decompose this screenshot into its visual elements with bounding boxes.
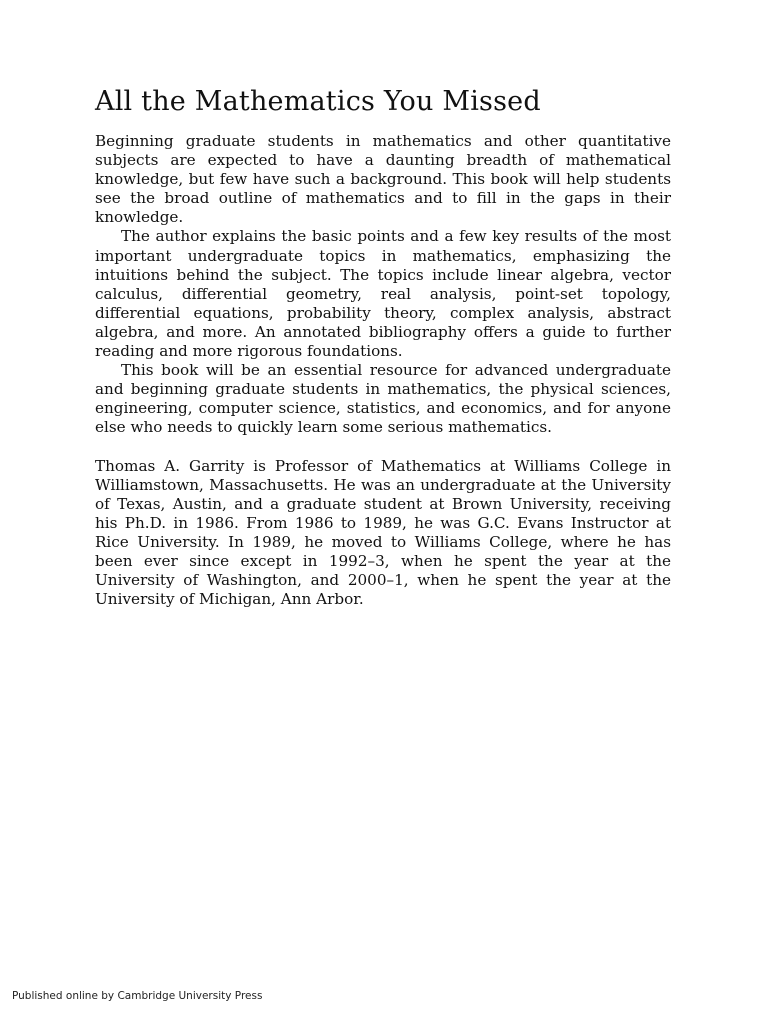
description-paragraph-1: Beginning graduate students in mathematics and other quantitative subjects are expected to have a daunting breadth of mathematical knowledge, but few have such a background. This book will help students see the broad outline of mathematics and to fill in the gaps in their knowledge. xyxy=(95,132,671,227)
author-bio: Thomas A. Garrity is Professor of Mathematics at Williams College in Williamstown, Massachusetts. He was an undergraduate at the University of Texas, Austin, and a graduate student at Brown University, receiving his Ph.D. in 1986. From 1986 to 1989, he was G.C. Evans Instructor at Rice University. In 1989, he moved to Williams College, where he has been ever since except in 1992–3, when he spent the year at the University of Washington, and 2000–1, when he spent the year at the University of Michigan, Ann Arbor. xyxy=(95,456,671,609)
description-paragraph-2: The author explains the basic points and a few key results of the most important undergraduate topics in mathematics, emphasizing the intuitions behind the subject. The topics include linear algebra, vector calculus, differential geometry, real analysis, point-set topology, differential equations, probability theory, complex analysis, abstract algebra, and more. An annotated bibliography offers a guide to further reading and more rigorous foundations. xyxy=(95,227,671,361)
publisher-footer: Published online by Cambridge University Press xyxy=(12,990,263,1002)
description-paragraph-3: This book will be an essential resource for advanced undergraduate and beginning graduate students in mathematics, the physical sciences, engineering, computer science, statistics, and economics, and for anyone else who needs to quickly learn some serious mathematics. xyxy=(95,361,671,437)
page-content xyxy=(95,86,671,609)
book-title: All the Mathematics You Missed xyxy=(95,86,541,117)
